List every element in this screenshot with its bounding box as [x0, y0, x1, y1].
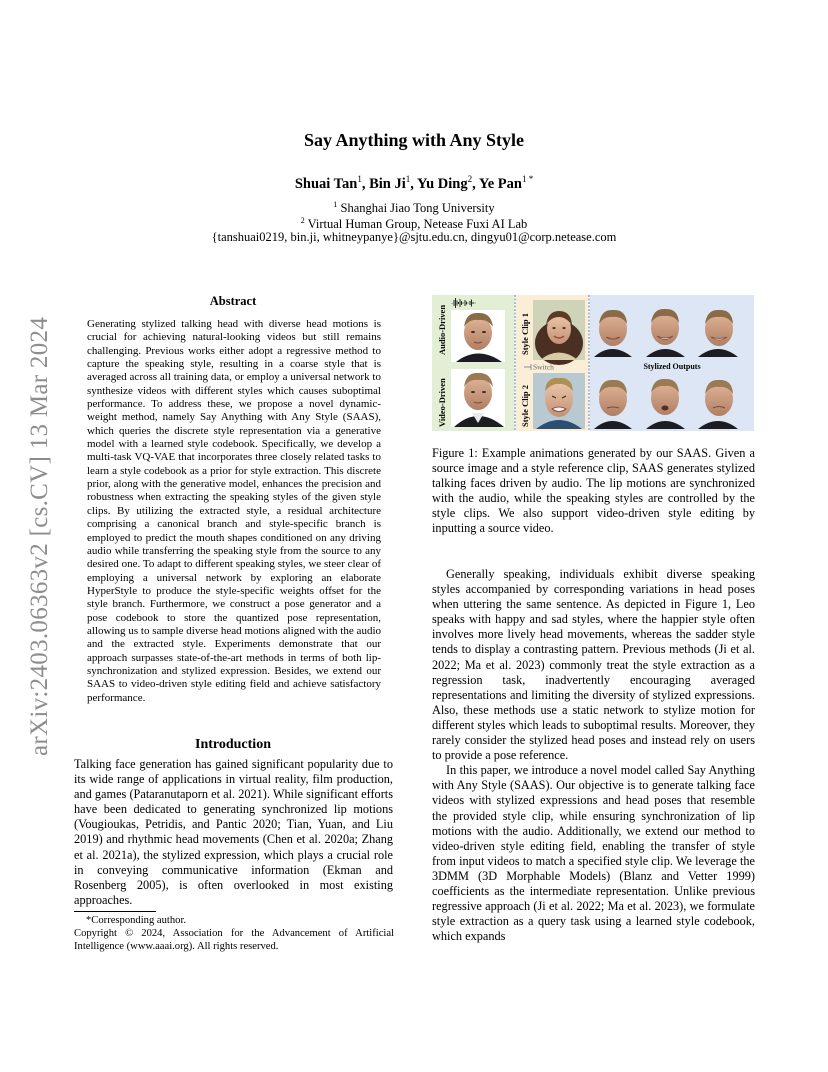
- abstract-heading: Abstract: [209, 294, 257, 308]
- copyright-notice: Copyright © 2024, Association for the Advancement of Artificial Intelligence (www.aaai.org). All rights reserved.: [74, 928, 394, 953]
- author-emails[interactable]: {tanshuai0219, bin.ji, whitneypanye}@sjtu.edu.cn, dingyu01@corp.netease.com: [211, 230, 617, 244]
- introduction-heading: Introduction: [195, 737, 271, 752]
- arxiv-identifier[interactable]: arXiv:2403.06363v2 [cs.CV] 13 Mar 2024: [26, 316, 53, 756]
- footnotes: [74, 914, 394, 954]
- footnote-corresponding: *Corresponding author.: [86, 915, 187, 926]
- author: Yu Ding$^2$,: [416, 174, 479, 192]
- author: Bin Ji$^1$,: [369, 174, 417, 192]
- paragraph: In this paper, we introduce a novel model called Say Anything with Any Style (SAAS). Our objective is to generate talking face videos with stylized expressions and head poses that resemble the provided style clip, while ensuring synchronization of lip motions with the audio. Additionally, we extend our method to video-driven style editing field, enabling the transfer of style from input videos to match a specified style clip. We leverage the 3DMM (3D Morphable Models) (Blanz and Vetter 1999) coefficients as the intermediate representation. Unlike previous regressive approach (Ji et al. 2022; Ma et al. 2023), we formulate style extraction as a query task using a learned style codebook, which expands: [432, 763, 755, 944]
- figure-1-caption: Figure 1: Example animations generated by our SAAS. Given a source image and a style reference clip, SAAS generates stylized talking faces driven by audio. The lip motions are synchronized with the audio, while the speaking styles are controlled by the style clips. We also support video-driven style editing by inputting a source video.: [432, 446, 755, 536]
- abstract-text: Generating stylized talking head with diverse head motions is crucial for achieving natural-looking videos but still remains challenging. Previous works either adopt a regressive method to capture the speaking style, resulting in a coarse style that is averaged across all training data, or employ a universal network to synthesize videos with different styles which causes suboptimal performance. To address these, we propose a novel dynamic-weight method, namely Say Anything with Any Style (SAAS), which queries the discrete style representation via a generative model with a learned style codebook. Specifically, we develop a multi-task VQ-VAE that incorporates three closely related tasks to learn a style codebook as a prior for style extraction. This discrete prior, along with the generative model, enhances the precision and robustness when extracting the speaking styles of the given style clips. By utilizing the extracted style, a residual architecture comprising a canonical branch and style-specific branch is employed to predict the mouth shapes conditioned on any driving audio while transferring the speaking style from the source to any desired one. To adapt to different speaking styles, we steer clear of employing a universal network by exploring an elaborate HyperStyle to produce the style-specific weights offset for the style branch. Furthermore, we construct a pose generator and a pose codebook to store the quantized pose representation, allowing us to sample diverse head motions aligned with the audio and the extracted style. Experiments demonstrate that our approach surpasses state-of-the-art methods in terms of both lip-synchronization and stylized expression. Besides, we extend our SAAS to video-driven style editing field and achieve satisfactory performance.: [87, 318, 381, 704]
- affiliation: $^1$ Shanghai Jiao Tong University: [333, 200, 495, 216]
- style-clip-2-image: [533, 373, 585, 429]
- affiliation: $^2$ Virtual Human Group, Netease Fuxi AI Lab: [300, 216, 528, 232]
- label-style-clip-1: Style Clip 1: [520, 312, 530, 355]
- author: Shuai Tan$^1$,: [294, 174, 370, 192]
- right-column-body: [432, 567, 755, 944]
- source-video-face-image: [451, 369, 505, 427]
- figure-1: [432, 295, 754, 431]
- switch-label: Switch: [533, 362, 554, 372]
- author-list: [0, 174, 828, 193]
- source-face-image: [451, 310, 505, 362]
- label-style-clip-2: Style Clip 2: [520, 384, 530, 427]
- footnote-rule: [74, 911, 156, 912]
- label-video-driven: Video-Driven: [437, 378, 447, 427]
- author: Ye Pan$^{1 *}$: [478, 174, 534, 192]
- introduction-text: Talking face generation has gained significant popularity due to its wide range of applications in virtual reality, film production, and games (Pataranutaporn et al. 2021). While significant efforts have been dedicated to generating synchronized lip motions (Vougioukas, Petridis, and Pantic 2020; Tian, Yuan, and Liu 2019) and rhythmic head movements (Chen et al. 2020a; Zhang et al. 2021a), the stylized expression, which plays a crucial role in conveying communicative information (Ekman and Rosenberg 2005), is often overlooked in most existing approaches.: [74, 757, 393, 907]
- paragraph: Generally speaking, individuals exhibit diverse speaking styles accompanied by corresponding variations in head poses when uttering the same sentence. As depicted in Figure 1, Leo speaks with happy and sad styles, where the happier style often involves more lively head movements, whereas the sadder style tends to display a contrasting pattern. Previous methods (Ji et al. 2022; Ma et al. 2023) commonly treat the style extraction as a regression task, inadvertently encouraging averaged representations and limiting the diversity of stylized expressions. Also, these methods use a static network to stylize motion for different styles which leads to suboptimal results. Moreover, they rarely consider the stylized head poses and instead rely on users to provide a pose reference.: [432, 567, 755, 763]
- label-audio-driven: Audio-Driven: [437, 304, 447, 355]
- style-clip-1-image: [533, 300, 585, 365]
- paper-title: Say Anything with Any Style: [303, 130, 525, 150]
- stylized-outputs-label: Stylized Outputs: [643, 362, 701, 371]
